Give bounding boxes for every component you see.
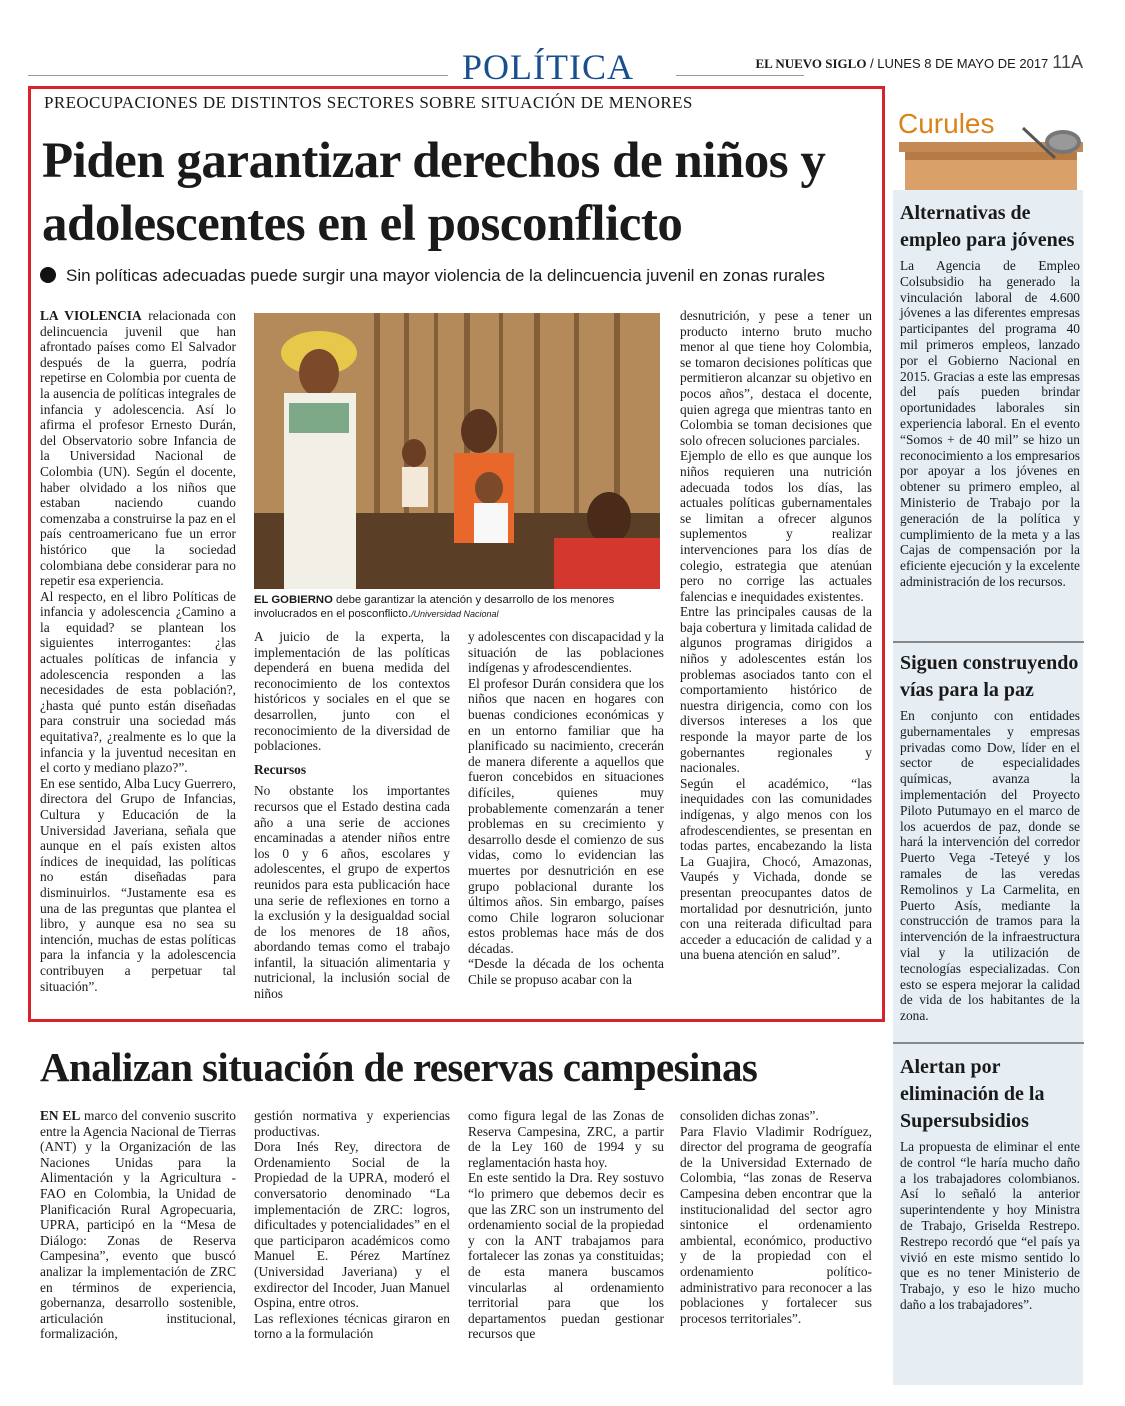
- sidebar-item-text: La Agencia de Empleo Colsubsidio ha generado la vinculación laboral de 4.600 jóvenes a las diferentes empresas participantes del programa 40 mil primeros empleos, lanzado por el Gobierno Nacional en 2015. Gracias a este las empresas del país pueden brindar oportunidades laborales sin experiencia laboral. En el evento “Somos + de 40 mil” se hizo un reconocimiento a los empresarios por apoyar a los jóvenes en obtener su primero empleo, al Ministerio de Trabajo por la generación de la política y cumplimiento de la meta y a las Cajas de compensación por la eficiente ejecución y la excelente administración de los recursos.: [900, 258, 1080, 589]
- bullet-icon: [40, 267, 56, 283]
- sidebar-item-2: [900, 650, 1080, 1024]
- section-title: POLÍTICA: [462, 47, 634, 87]
- sidebar-item-title: Alertan por eliminación de la Supersubsidios: [900, 1056, 1045, 1132]
- article-column-1: [40, 308, 236, 994]
- caption-credit: /Universidad Nacional: [411, 609, 499, 619]
- second-column-1-text: marco del convenio suscrito entre la Agencia Nacional de Tierras (ANT) y la Organización de las Naciones Unidas para la Alimentación y la Agricultura - FAO en Colombia, la Unidad de Planificación Rural Agropecuaria, UPRA, participó en la “Mesa de Diálogo: Zonas de Reserva Campesina”, evento que buscó analizar la implementación de ZRC en términos de experiencia, gobernanza, desarrollo sostenible, articulación institucional, formalización,: [40, 1108, 236, 1342]
- second-column-3: como figura legal de las Zonas de Reserva Campesina, ZRC, a partir de la Ley 160 de 1994 y su reglamentación hasta hoy. En este sentido la Dra. Rey sostuvo “lo primero que debemos decir es que las ZRC son un instrumento del ordenamiento social de la propiedad y con la ANT trabajamos para fortalecer las zonas ya constituidas; de esta manera buscamos vincularlas al ordenamiento territorial para que los departamentos puedan gestionar recursos que: [468, 1108, 664, 1342]
- header-rule-left: [28, 75, 448, 76]
- masthead-info: [755, 52, 1083, 73]
- second-headline: Analizan situación de reservas campesinas: [40, 1044, 758, 1090]
- second-lead-in: EN EL: [40, 1108, 81, 1123]
- article-photo: [254, 313, 660, 589]
- article-kicker: PREOCUPACIONES DE DISTINTOS SECTORES SOBRE SITUACIÓN DE MENORES: [44, 93, 693, 112]
- issue-date: / LUNES 8 DE MAYO DE 2017: [866, 56, 1049, 71]
- second-column-2: gestión normativa y experiencias productivas. Dora Inés Rey, directora de Ordenamiento Social de la Propiedad de la UPRA, moderó el conversatorio denominado “La implementación de ZRC: logros, dificultades y potencialidades” en el que participaron académicos como Manuel E. Pérez Martínez (Universidad Javeriana) y el exdirector del Incoder, Juan Manuel Ospina, entre otros. Las reflexiones técnicas giraron en torno a la formulación: [254, 1108, 450, 1342]
- sidebar-item-text: La propuesta de eliminar el ente de control “le haría mucho daño a los trabajadores colombianos. Así lo señaló la anterior superintendente y hoy Ministra de Trabajo, Griselda Restrepo. Restrepo recordó que “el país ya vivió en este mismo sentido lo que es no tener Ministerio de Trabajo, y eso le hizo mucho daño a los trabajadores”.: [900, 1139, 1080, 1312]
- sidebar-item-3: [900, 1054, 1080, 1313]
- sidebar-item-title: Alternativas de empleo para jóvenes: [900, 202, 1075, 251]
- photo-illustration: [254, 313, 660, 589]
- subsection-heading: Recursos: [254, 761, 307, 777]
- sidebar-item-title: Siguen construyendo vías para la paz: [900, 652, 1079, 701]
- article-headline: Piden garantizar derechos de niños y adolescentes en el posconflicto: [42, 133, 826, 252]
- sidebar-item-text: En conjunto con entidades gubernamentales y empresas privadas como Dow, líder en el sector de especialidades químicas, avanza la implementación del Proyecto Piloto Putumayo en el marco de los acuerdos de paz, donde se hará la intervención del corredor Puerto Vega -Teteyé y los ramales de las veredas Remolinos y La Carmelita, en Puerto Asís, mediante la construcción de tramos para la intervención de la infraestructura vial y la utilización de tecnologías especializadas. Con esto se espera mejorar la calidad de vida de los habitantes de la zona.: [900, 708, 1080, 1024]
- sidebar-item-1: [900, 200, 1080, 590]
- page-number: 11A: [1052, 52, 1083, 72]
- column-1-text: relacionada con delincuencia juvenil que han afrontado países como El Salvador después de la guerra, podría repetirse en Colombia por cuenta de la ausencia de políticas integrales de infancia y adolescencia. Así lo afirma el profesor Ernesto Durán, del Observatorio sobre Infancia de la Universidad Nacional de Colombia (UN). Según el docente, haber olvidado a los niños que estaban naciendo cuando comenzaba a construirse la paz en el país centroamericano fue un error histórico que la sociedad colombiana debe considerar para no repetir esa experiencia. Al respecto, en el libro Políticas de infancia y adolescencia ¿Camino a la equidad? se plantean los siguientes interrogantes: ¿las actuales políticas de infancia y adolescencia responden a las necesidades de esta población?, ¿hasta qué punto están diseñadas para construir una sociedad más equitativa?, ¿realmente es lo que la infancia y la juventud necesitan en el corto y mediano plazo?”. En ese sentido, Alba Lucy Guerrero, directora del Grupo de Infancias, Cultura y Educación de la Universidad Javeriana, señala que aunque en el país existen altos índices de inequidad, las políticas no están diseñadas para disminuirlos. “Justamente esa es una de las preguntas que plantea el libro, y aunque esa no sea su intención, muchas de estas políticas para la infancia y la adolescencia contribuyen a perpetuar tal situación”.: [40, 308, 236, 994]
- header-rule-right: [676, 75, 804, 76]
- article-column-4: desnutrición, y pese a tener un producto interno bruto mucho menor al que tiene hoy Colombia, se tomaron decisiones políticas que permitieron alcanzar su objetivo en pocos años”, destaca el docente, quien agrega que mientras tanto en Colombia se toman decisiones que solo ofrecen soluciones parciales. Ejemplo de ello es que aunque los niños requieren una nutrición adecuada todos los días, las actuales políticas gubernamentales se limitan a ofrecer algunos suplementos y realizar intervenciones para los días de colegio, estrategia que atenúan pero no corrige las actuales falencias e inequidades existentes. Entre las principales causas de la baja cobertura y limitada calidad de algunos programas dirigidos a niños y adolescentes están los problemas asociados tanto con el comportamiento histórico de nuestra dirigencia, como con los diversos intereses a los que responde la mayor parte de los gobernantes regionales y nacionales. Según el académico, “las inequidades con las comunidades indígenas, y algo menos con los afrodescendientes, se presentan en todas partes, encabezando la lista La Guajira, Chocó, Amazonas, Vaupés y Vichada, donde se presentan preocupantes datos de mortalidad por desnutrición, junto con una reiterada dificultad para acceder a educación de calidad y a una buena atención en salud”.: [680, 308, 872, 963]
- article-subhead: [40, 266, 825, 286]
- lead-in: LA VIOLENCIA: [40, 308, 142, 323]
- sidebar-label: Curules: [898, 108, 995, 139]
- subhead-text: Sin políticas adecuadas puede surgir una mayor violencia de la delincuencia juvenil en zonas rurales: [66, 266, 825, 285]
- column-2b-text: No obstante los importantes recursos que el Estado destina cada año a una serie de acciones encaminadas a atender niños entre los 0 y 6 años, escolares y adolescentes, el grupo de expertos reunidos para esta publicación hace una serie de reflexiones en torno a la exclusión y la desigualdad social de los menores de 18 años, abordando temas como el trabajo infantil, la situación alimentaria y nutricional, la inclusión social de niños: [254, 783, 450, 1002]
- photo-caption: [254, 593, 666, 621]
- sidebar-divider: [893, 641, 1084, 643]
- second-column-4: consoliden dichas zonas”. Para Flavio Vladimir Rodríguez, director del programa de geografía de la Universidad Externado de Colombia, “las zonas de Reserva Campesina deben encontrar que la institucionalidad del sector agro sintonice el ordenamiento ambiental, económico, productivo y de la propiedad con el ordenamiento político-administrativo para reconocer a las poblaciones y fortalecer sus procesos territoriales”.: [680, 1108, 872, 1326]
- second-column-1: [40, 1108, 236, 1342]
- paper-name: EL NUEVO SIGLO: [755, 56, 867, 71]
- caption-text: debe garantizar la atención y desarrollo de los menores involucrados en el posconflicto.: [254, 594, 615, 620]
- sidebar-divider: [893, 1042, 1084, 1044]
- column-2-text: A juicio de la experta, la implementación de las políticas dependerá en buena medida del reconocimiento de los contextos históricos y sociales en el que se desarrollen, junto con el reconocimiento de la diversidad de poblaciones.: [254, 629, 450, 754]
- article-column-2: [254, 629, 450, 1002]
- caption-lead: EL GOBIERNO: [254, 594, 333, 606]
- article-column-3: y adolescentes con discapacidad y la situación de las poblaciones indígenas y afrodescendientes. El profesor Durán considera que los niños que nacen en hogares con buenas condiciones económicas y en un entorno familiar que ha planificado su nacimiento, crecerán de manera diferente a aquellos que fueron concebidos en situaciones difíciles, quienes muy probablemente comenzarán a tener problemas en su crecimiento y desarrollo desde el comienzo de sus vidas, como lo evidencian las muertes por desnutrición en ese grupo poblacional durante los últimos años. Sin embargo, países como Chile lograron solucionar estos problemas hace más de dos décadas. “Desde la década de los ochenta Chile se propuso acabar con la: [468, 629, 664, 988]
